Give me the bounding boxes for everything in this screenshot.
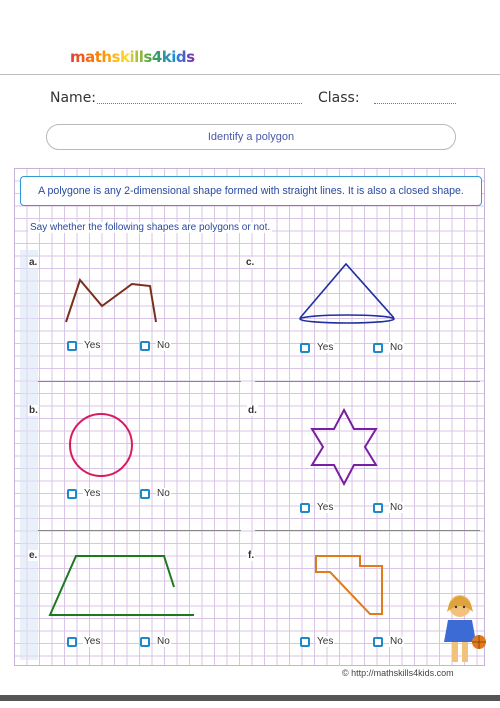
item-letter-e: e. bbox=[29, 550, 38, 561]
name-field-line[interactable] bbox=[97, 103, 302, 104]
item-letter-d: d. bbox=[248, 405, 257, 416]
open-trapezoid-shape bbox=[46, 552, 196, 622]
yes-checkbox[interactable] bbox=[300, 343, 310, 353]
item-c-no[interactable]: No bbox=[373, 342, 404, 353]
instruction-text: Say whether the following shapes are polygons or not. bbox=[30, 222, 271, 233]
yes-checkbox[interactable] bbox=[67, 341, 77, 351]
name-label: Name: bbox=[50, 90, 97, 106]
yes-checkbox[interactable] bbox=[67, 489, 77, 499]
worksheet-title: Identify a polygon bbox=[46, 124, 456, 150]
row-divider-2 bbox=[255, 381, 480, 382]
cone-shape bbox=[296, 260, 400, 330]
no-checkbox[interactable] bbox=[373, 343, 383, 353]
item-b-yes[interactable]: Yes bbox=[67, 488, 101, 499]
item-letter-a: a. bbox=[29, 257, 38, 268]
row-divider-4 bbox=[255, 530, 480, 531]
item-letter-f: f. bbox=[248, 550, 255, 561]
item-letter-b: b. bbox=[29, 405, 38, 416]
item-d-yes[interactable]: Yes bbox=[300, 502, 334, 513]
row-divider-1 bbox=[38, 381, 241, 382]
item-f-yes[interactable]: Yes bbox=[300, 636, 334, 647]
logo-text: mathskills4kids bbox=[70, 48, 195, 66]
item-e-no[interactable]: No bbox=[140, 636, 171, 647]
row-divider-3 bbox=[38, 530, 241, 531]
no-checkbox[interactable] bbox=[373, 503, 383, 513]
girl-with-ball-illustration bbox=[430, 590, 490, 670]
item-b-no[interactable]: No bbox=[140, 488, 171, 499]
item-a-no[interactable]: No bbox=[140, 340, 171, 351]
no-checkbox[interactable] bbox=[140, 489, 150, 499]
no-checkbox[interactable] bbox=[373, 637, 383, 647]
yes-checkbox[interactable] bbox=[300, 503, 310, 513]
header-rule bbox=[0, 74, 500, 75]
name-class-row bbox=[0, 90, 500, 110]
zigzag-open-shape bbox=[60, 270, 170, 330]
item-e-yes[interactable]: Yes bbox=[67, 636, 101, 647]
item-d-no[interactable]: No bbox=[373, 502, 404, 513]
class-label: Class: bbox=[318, 90, 360, 106]
no-checkbox[interactable] bbox=[140, 341, 150, 351]
no-checkbox[interactable] bbox=[140, 637, 150, 647]
irregular-polygon-shape bbox=[312, 552, 392, 622]
item-c-yes[interactable]: Yes bbox=[300, 342, 334, 353]
yes-checkbox[interactable] bbox=[300, 637, 310, 647]
footer-rule bbox=[0, 695, 500, 701]
class-field-line[interactable] bbox=[374, 103, 456, 104]
definition-box: A polygone is any 2-dimensional shape formed with straight lines. It is also a closed shape. bbox=[20, 176, 482, 206]
site-logo bbox=[70, 48, 195, 66]
item-a-yes[interactable]: Yes bbox=[67, 340, 101, 351]
circle-shape bbox=[66, 410, 136, 480]
six-pointed-star-shape bbox=[308, 406, 380, 488]
item-letter-c: c. bbox=[246, 257, 255, 268]
margin-strip bbox=[20, 250, 38, 660]
item-f-no[interactable]: No bbox=[373, 636, 404, 647]
copyright-text: © http://mathskills4kids.com bbox=[342, 668, 454, 678]
yes-checkbox[interactable] bbox=[67, 637, 77, 647]
